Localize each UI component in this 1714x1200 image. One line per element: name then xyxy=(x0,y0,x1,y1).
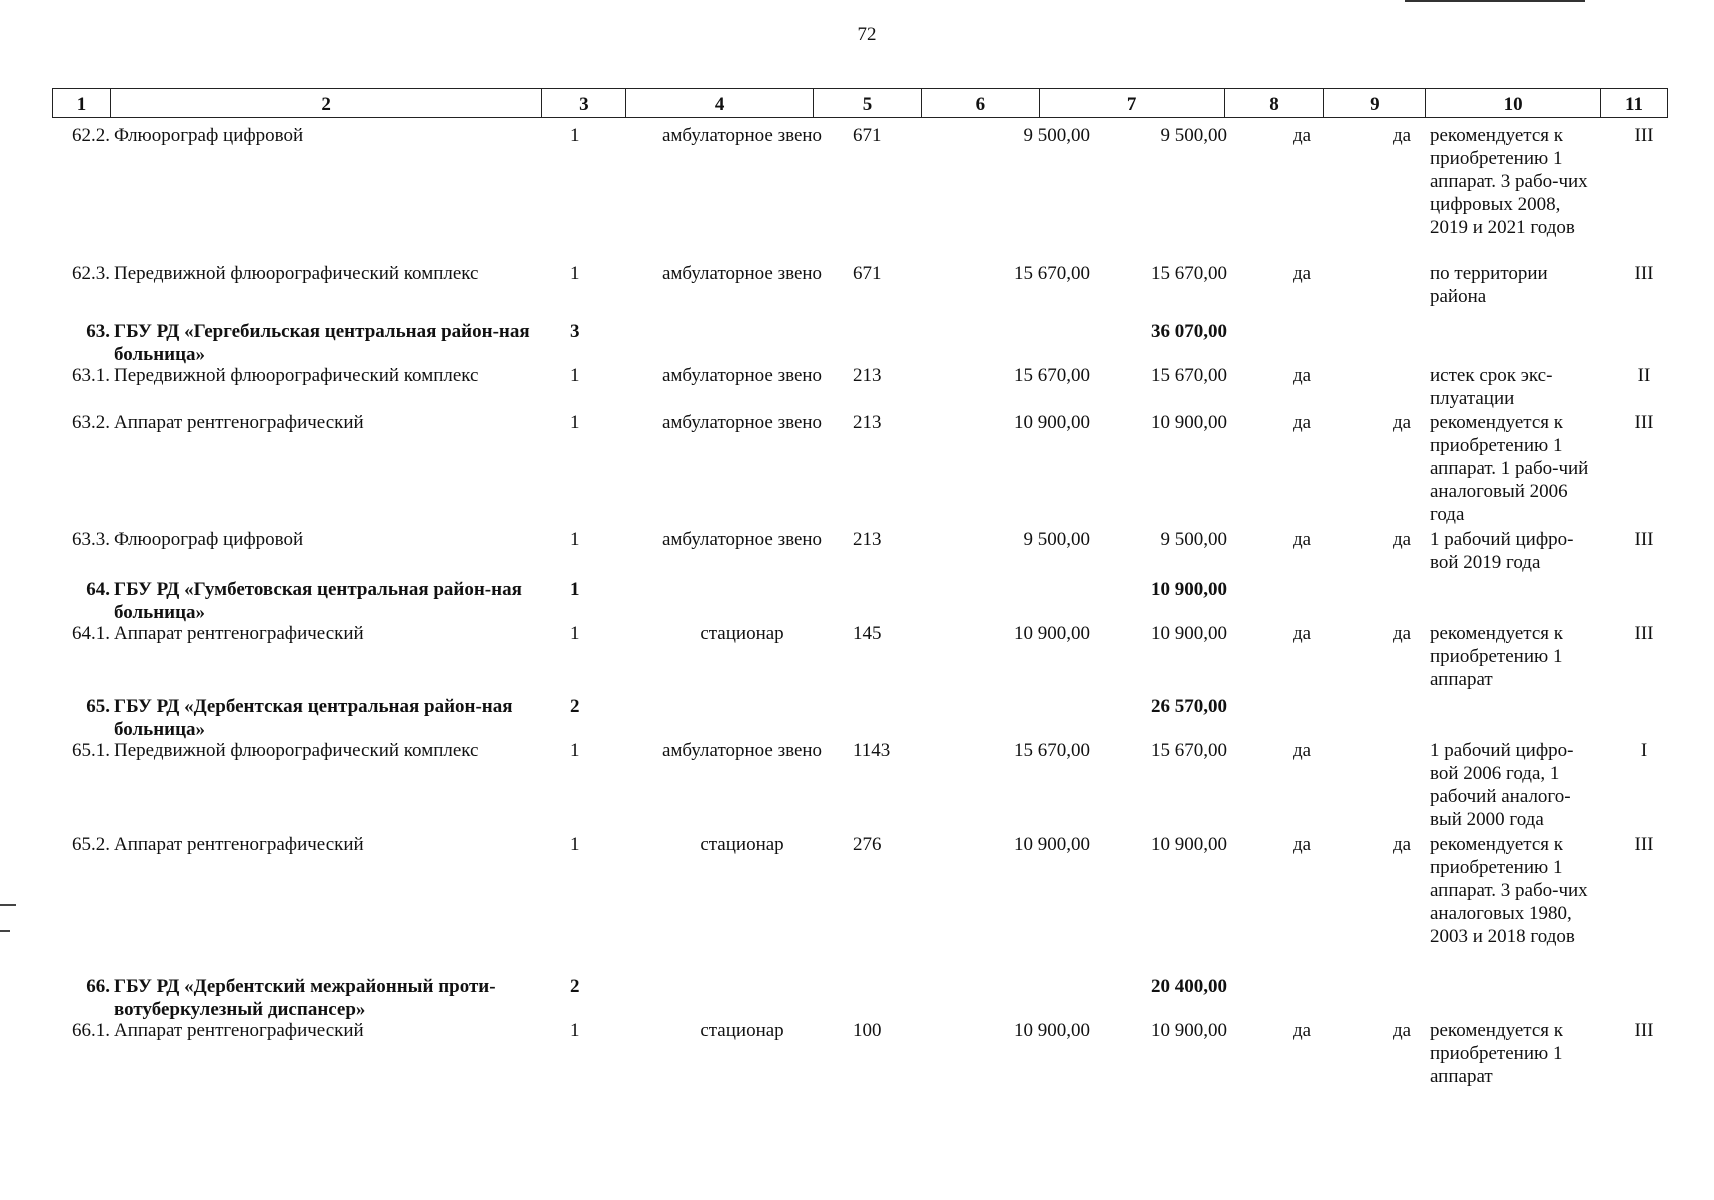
header-cell: 6 xyxy=(922,89,1040,117)
top-rule xyxy=(1405,0,1585,2)
item-quantity: 1 xyxy=(570,529,580,550)
item-quantity: 1 xyxy=(570,740,580,761)
item-unit: амбулаторное звено xyxy=(661,740,823,761)
header-cell: 8 xyxy=(1225,89,1325,117)
item-name: Передвижной флюорографический комплекс xyxy=(114,263,479,284)
item-name: Аппарат рентгенографический xyxy=(114,834,364,855)
item-unit: стационар xyxy=(700,834,784,855)
item-flag-col9: да xyxy=(1392,412,1412,433)
item-flag-col9: да xyxy=(1392,125,1412,146)
item-note: рекомендуется к приобретению 1 аппарат. 3 рабо-чих аналоговых 1980, 2003 и 2018 годов xyxy=(1430,834,1588,947)
row-number: 63.2. xyxy=(72,412,110,433)
item-code: 213 xyxy=(853,529,882,550)
item-category: III xyxy=(1634,623,1654,644)
item-price: 15 670,00 xyxy=(1014,263,1090,284)
institution-name: ГБУ РД «Дербентская центральная район-ная больница» xyxy=(114,696,513,740)
item-quantity: 1 xyxy=(570,834,580,855)
item-flag-col9: да xyxy=(1392,529,1412,550)
item-quantity: 1 xyxy=(570,623,580,644)
item-quantity: 1 xyxy=(570,412,580,433)
item-flag-col8: да xyxy=(1292,365,1312,386)
institution-name: ГБУ РД «Дербентский межрайонный проти-вотуберкулезный диспансер» xyxy=(114,976,496,1020)
institution-name: ГБУ РД «Гумбетовская центральная район-ная больница» xyxy=(114,579,522,623)
header-cell: 3 xyxy=(542,89,626,117)
row-number: 65.2. xyxy=(72,834,110,855)
item-flag-col8: да xyxy=(1292,740,1312,761)
item-total: 10 900,00 xyxy=(1151,1020,1227,1041)
item-price: 15 670,00 xyxy=(1014,740,1090,761)
row-number: 63.3. xyxy=(72,529,110,550)
margin-mark xyxy=(0,930,10,932)
item-unit: амбулаторное звено xyxy=(661,125,823,146)
item-unit: амбулаторное звено xyxy=(661,412,823,433)
item-quantity: 1 xyxy=(570,263,580,284)
row-number: 64.1. xyxy=(72,623,110,644)
item-category: III xyxy=(1634,412,1654,433)
item-flag-col8: да xyxy=(1292,412,1312,433)
item-flag-col8: да xyxy=(1292,834,1312,855)
item-flag-col8: да xyxy=(1292,263,1312,284)
header-cell: 5 xyxy=(814,89,922,117)
item-name: Флюорограф цифровой xyxy=(114,125,304,146)
item-price: 15 670,00 xyxy=(1014,365,1090,386)
item-total: 10 900,00 xyxy=(1151,834,1227,855)
row-number: 65.1. xyxy=(72,740,110,761)
header-cell: 1 xyxy=(53,89,111,117)
item-price: 10 900,00 xyxy=(1014,1020,1090,1041)
row-number: 62.3. xyxy=(72,263,110,284)
group-quantity: 2 xyxy=(570,976,580,997)
institution-name: ГБУ РД «Гергебильская центральная район-ная больница» xyxy=(114,321,530,365)
row-number: 62.2. xyxy=(72,125,110,146)
group-quantity: 2 xyxy=(570,696,580,717)
item-price: 10 900,00 xyxy=(1014,623,1090,644)
header-cell: 2 xyxy=(111,89,542,117)
item-code: 213 xyxy=(853,365,882,386)
item-note: по территории района xyxy=(1430,263,1548,307)
item-name: Передвижной флюорографический комплекс xyxy=(114,365,479,386)
item-price: 10 900,00 xyxy=(1014,412,1090,433)
header-cell: 10 xyxy=(1426,89,1601,117)
item-flag-col9: да xyxy=(1392,834,1412,855)
item-quantity: 1 xyxy=(570,1020,580,1041)
item-unit: амбулаторное звено xyxy=(661,529,823,550)
item-category: II xyxy=(1637,365,1651,386)
item-note: рекомендуется к приобретению 1 аппарат. 3 рабо-чих цифровых 2008, 2019 и 2021 годов xyxy=(1430,125,1588,238)
margin-mark xyxy=(0,904,16,906)
item-category: III xyxy=(1634,263,1654,284)
item-price: 9 500,00 xyxy=(1023,125,1090,146)
row-number: 64. xyxy=(86,579,110,600)
group-total: 26 570,00 xyxy=(1151,696,1227,717)
item-note: рекомендуется к приобретению 1 аппарат xyxy=(1430,1020,1563,1087)
item-note: рекомендуется к приобретению 1 аппарат. 1 рабо-чий аналоговый 2006 года xyxy=(1430,412,1589,525)
item-name: Аппарат рентгенографический xyxy=(114,623,364,644)
header-cell: 11 xyxy=(1625,94,1643,115)
header-cell: 4 xyxy=(626,89,814,117)
item-name: Флюорограф цифровой xyxy=(114,529,304,550)
group-total: 20 400,00 xyxy=(1151,976,1227,997)
item-category: III xyxy=(1634,834,1654,855)
item-unit: стационар xyxy=(700,623,784,644)
header-cell: 7 xyxy=(1040,89,1225,117)
item-price: 9 500,00 xyxy=(1023,529,1090,550)
row-number: 63.1. xyxy=(72,365,110,386)
item-category: III xyxy=(1634,125,1654,146)
item-name: Передвижной флюорографический комплекс xyxy=(114,740,479,761)
item-note: рекомендуется к приобретению 1 аппарат xyxy=(1430,623,1563,690)
item-total: 10 900,00 xyxy=(1151,623,1227,644)
item-category: III xyxy=(1634,1020,1654,1041)
item-code: 100 xyxy=(853,1020,882,1041)
item-quantity: 1 xyxy=(570,125,580,146)
item-total: 15 670,00 xyxy=(1151,740,1227,761)
group-quantity: 1 xyxy=(570,579,580,600)
item-code: 276 xyxy=(853,834,882,855)
item-quantity: 1 xyxy=(570,365,580,386)
item-flag-col8: да xyxy=(1292,125,1312,146)
row-number: 63. xyxy=(86,321,110,342)
item-total: 15 670,00 xyxy=(1151,365,1227,386)
row-number: 66. xyxy=(86,976,110,997)
item-note: 1 рабочий цифро-вой 2019 года xyxy=(1430,529,1574,573)
item-code: 213 xyxy=(853,412,882,433)
group-quantity: 3 xyxy=(570,321,580,342)
group-total: 36 070,00 xyxy=(1151,321,1227,342)
item-price: 10 900,00 xyxy=(1014,834,1090,855)
item-total: 9 500,00 xyxy=(1160,529,1227,550)
item-total: 10 900,00 xyxy=(1151,412,1227,433)
item-code: 671 xyxy=(853,125,882,146)
item-code: 145 xyxy=(853,623,882,644)
item-category: I xyxy=(1640,740,1648,761)
item-category: III xyxy=(1634,529,1654,550)
item-code: 671 xyxy=(853,263,882,284)
item-code: 1143 xyxy=(853,740,891,761)
item-flag-col8: да xyxy=(1292,529,1312,550)
item-flag-col8: да xyxy=(1292,1020,1312,1041)
item-total: 9 500,00 xyxy=(1160,125,1227,146)
item-flag-col9: да xyxy=(1392,1020,1412,1041)
row-number: 66.1. xyxy=(72,1020,110,1041)
page-number: 72 xyxy=(857,24,877,45)
item-total: 15 670,00 xyxy=(1151,263,1227,284)
row-number: 65. xyxy=(86,696,110,717)
item-note: истек срок экс-плуатации xyxy=(1430,365,1553,409)
item-unit: стационар xyxy=(700,1020,784,1041)
table-header xyxy=(52,88,1668,118)
item-note: 1 рабочий цифро-вой 2006 года, 1 рабочий аналого-вый 2000 года xyxy=(1430,740,1574,830)
item-flag-col8: да xyxy=(1292,623,1312,644)
item-unit: амбулаторное звено xyxy=(661,365,823,386)
header-cell: 9 xyxy=(1324,89,1426,117)
item-name: Аппарат рентгенографический xyxy=(114,412,364,433)
item-flag-col9: да xyxy=(1392,623,1412,644)
item-name: Аппарат рентгенографический xyxy=(114,1020,364,1041)
group-total: 10 900,00 xyxy=(1151,579,1227,600)
item-unit: амбулаторное звено xyxy=(661,263,823,284)
